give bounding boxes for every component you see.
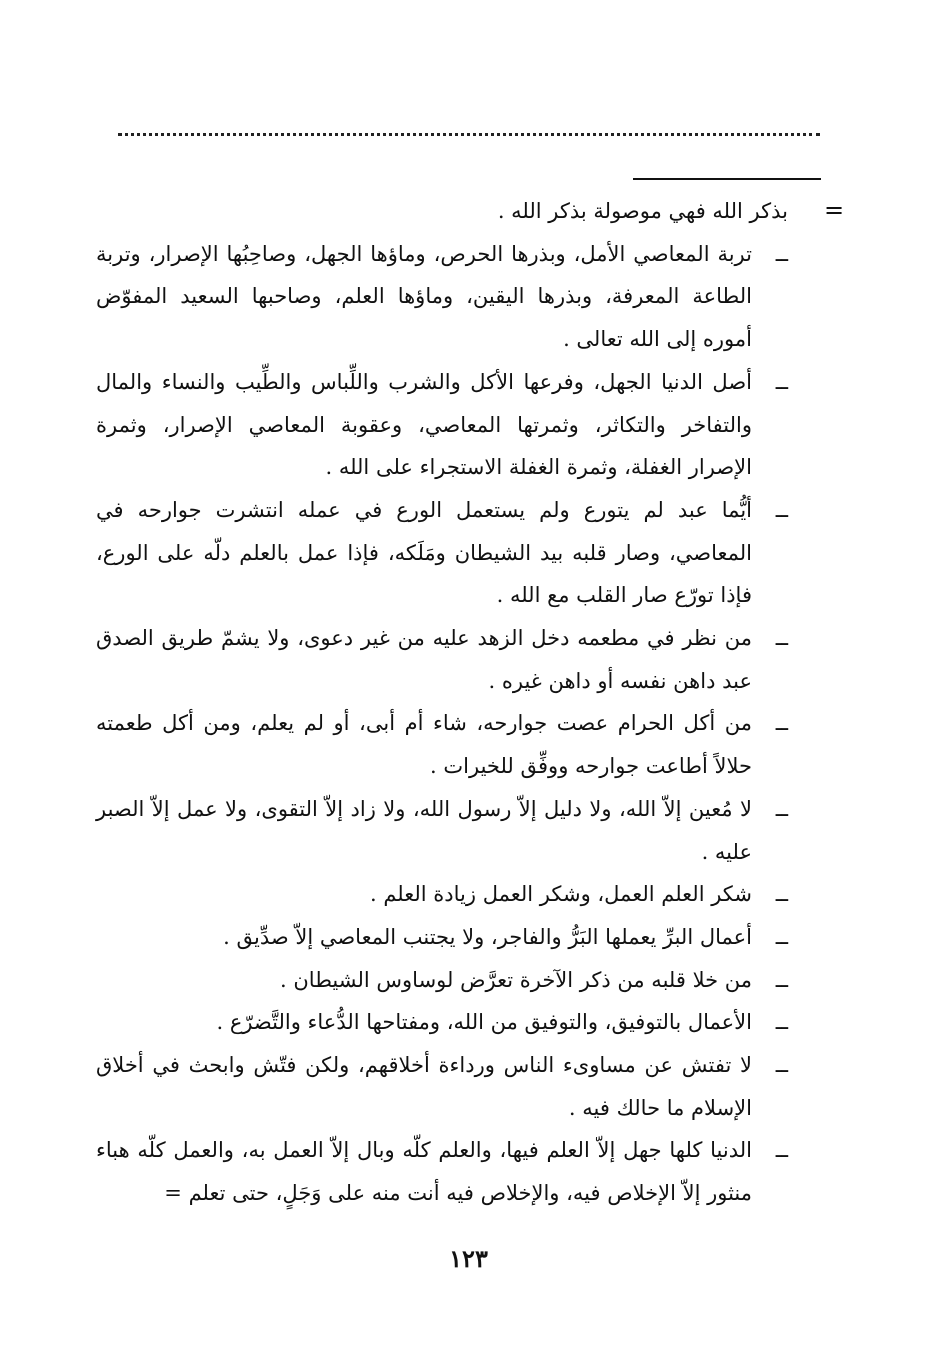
continuation-mark: = [824,196,845,224]
paragraph-text: من نظر في مطعمه دخل الزهد عليه من غير دعوى، ولا يشمّ طريق الصدق عبد داهن نفسه أو داهن غيره . [96,626,752,693]
dash-marker: ــ [775,626,788,651]
paragraph-saying [96,788,788,873]
dash-marker: ــ [775,711,788,736]
paragraph-saying [96,361,788,489]
paragraph-text: بذكر الله فهي موصولة بذكر الله . [497,199,788,223]
paragraph-text: من أكل الحرام عصت جوارحه، شاء أم أبى، أو لم يعلم، ومن أكل طعمته حلالاً أطاعت جوارحه ووفِّق للخيرات . [96,711,752,779]
paragraph-saying [96,489,788,617]
paragraph-text: أيُّما عبد لم يتورع ولم يستعمل الورع في عمله انتشرت جوارحه في المعاصي، وصار قلبه بيد الشيطان ومَلَكه، فإذا عمل بالعلم دلّه على الورع، فإذا تورّع صار القلب مع الله . [96,497,752,608]
footnote-separator-rule [633,178,821,180]
dash-marker: ــ [775,796,788,821]
paragraph-saying [96,1001,788,1044]
dash-marker: ــ [775,241,788,266]
paragraph-saying [96,617,788,702]
paragraph-text: أصل الدنيا الجهل، وفرعها الأكل والشرب واللِّباس والطِّيب والنساء والمال والتفاخر والتكاثر، وثمرتها المعاصي، وعقوبة المعاصي الإصرار، وثمرة الإصرار الغفلة، وثمرة الغفلة الاستجراء على الله . [96,369,752,480]
paragraph-text: لا تفتش عن مساوىء الناس ورداءة أخلاقهم، ولكن فتّش وابحث في أخلاق الإسلام ما حالك فيه . [96,1053,752,1120]
dash-marker: ــ [775,369,788,394]
paragraph-text: الأعمال بالتوفيق، والتوفيق من الله، ومفتاحها الدُّعاء والتَّضرّع . [216,1010,752,1035]
paragraph-text: الدنيا كلها جهل إلاّ العلم فيها، والعلم كلّه وبال إلاّ العمل به، والعمل كلّه هباء منثور إلاّ الإخلاص فيه، والإخلاص فيه أنت منه على وَجَلٍ، حتى تعلم = [96,1138,752,1206]
paragraph-text: شكر العلم العمل، وشكر العمل زيادة العلم . [369,882,752,907]
paragraph-text: أعمال البرِّ يعملها البَرُّ والفاجر، ولا يجتنب المعاصي إلاّ صدِّيق . [223,924,752,949]
dash-marker: ــ [775,924,788,949]
body-text [96,190,788,1215]
paragraph-continuation [96,190,788,233]
paragraph-saying [96,1044,788,1129]
dash-marker: ــ [775,882,788,907]
paragraph-saying [96,702,788,787]
paragraph-text: من خلا قلبه من ذكر الآخرة تعرَّض لوساوس الشيطان . [280,967,752,992]
dash-marker: ــ [775,497,788,522]
dash-marker: ــ [775,1138,788,1163]
dash-marker: ــ [775,967,788,992]
header-dotted-rule [118,133,820,136]
paragraph-saying [96,233,788,361]
paragraph-saying [96,916,788,959]
paragraph-saying [96,959,788,1002]
dash-marker: ــ [775,1010,788,1035]
page-number: ١٢٣ [449,1244,488,1273]
paragraph-saying [96,873,788,916]
paragraph-saying [96,1129,788,1214]
dash-marker: ــ [775,1053,788,1078]
paragraph-text: تربة المعاصي الأمل، وبذرها الحرص، وماؤها الجهل، وصاحِبُها الإصرار، وتربة الطاعة المعرفة، وبذرها اليقين، وماؤها العلم، وصاحبها السعيد المفوّض أموره إلى الله تعالى . [96,241,752,352]
paragraph-text: لا مُعين إلاّ الله، ولا دليل إلاّ رسول الله، ولا زاد إلاّ التقوى، ولا عمل إلاّ الصبر عليه . [96,796,752,864]
